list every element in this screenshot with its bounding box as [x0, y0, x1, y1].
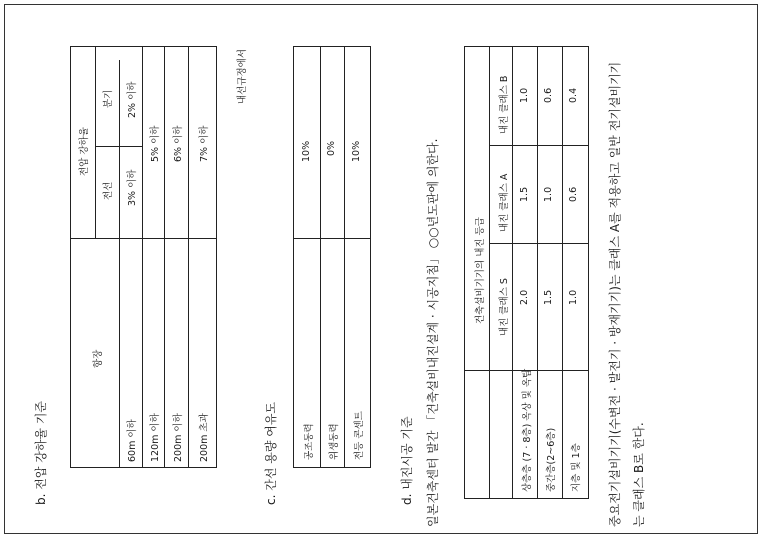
header-class-s: 내진 클래스 S — [499, 278, 510, 336]
row-value-b: 1.0 — [519, 87, 530, 103]
row-main: 6% 이하 — [173, 125, 184, 162]
section-b-heading: b. 전압 강하율 기준 — [34, 400, 48, 505]
header-seismic-group: 건축설비기기의 내진 등급 — [475, 217, 486, 324]
row-main: 5% 이하 — [150, 125, 161, 162]
row-label: 120m 이하 — [150, 413, 161, 462]
header-branch: 분기 — [103, 89, 114, 108]
row-value: 10% — [351, 140, 362, 162]
row-label: 공조동력 — [304, 423, 315, 460]
row-main: 3% 이하 — [127, 169, 138, 206]
row-label: 지층 및 1층 — [571, 443, 582, 492]
row-main: 7% 이하 — [199, 125, 210, 162]
row-value: 10% — [301, 140, 312, 162]
footer-line-2: 는 클래스 B로 한다. — [632, 422, 646, 527]
row-label: 중간층(2~6층) — [546, 427, 557, 492]
header-class-b: 내진 클래스 B — [499, 75, 510, 134]
header-class-a: 내진 클래스 A — [499, 173, 510, 232]
row-value-b: 0.4 — [568, 87, 579, 103]
row-value-s: 1.5 — [543, 289, 554, 305]
row-value-a: 1.0 — [543, 186, 554, 202]
row-label: 위생동력 — [329, 423, 340, 460]
header-hangjang: 항장 — [93, 349, 104, 368]
row-value-b: 0.6 — [543, 87, 554, 103]
header-voltage-drop: 전압 강하율 — [79, 127, 90, 176]
row-label: 200m 이하 — [173, 413, 184, 462]
row-value-a: 1.5 — [519, 186, 530, 202]
row-label: 200m 초과 — [199, 413, 210, 462]
header-main-line: 전선 — [103, 181, 114, 200]
section-d-heading: d. 내진시공 기준 — [400, 416, 414, 505]
footer-line-1: 중요전기설비기기(수변전 · 발전기 · 방재기기)는 클래스 A를 적용하고 일반 전기설비기기 — [608, 61, 622, 527]
row-label: 상층층 (7 · 8층) 옥상 및 옥탑 — [522, 368, 533, 492]
row-label: 전등 콘센트 — [354, 411, 365, 460]
row-value-s: 1.0 — [568, 289, 579, 305]
row-value: 0% — [326, 140, 337, 156]
row-value-a: 0.6 — [568, 186, 579, 202]
section-d-intro: 일본건축센터 발간 「건축설비내진설계 · 시공지침」 ○○년도판에 의한다. — [426, 138, 440, 527]
section-c-heading: c. 간선 용량 여유도 — [264, 401, 278, 505]
row-value-s: 2.0 — [519, 289, 530, 305]
row-branch: 2% 이하 — [127, 81, 138, 118]
source-note: 내선규정에서 — [237, 48, 248, 104]
row-label: 60m 이하 — [127, 419, 138, 462]
